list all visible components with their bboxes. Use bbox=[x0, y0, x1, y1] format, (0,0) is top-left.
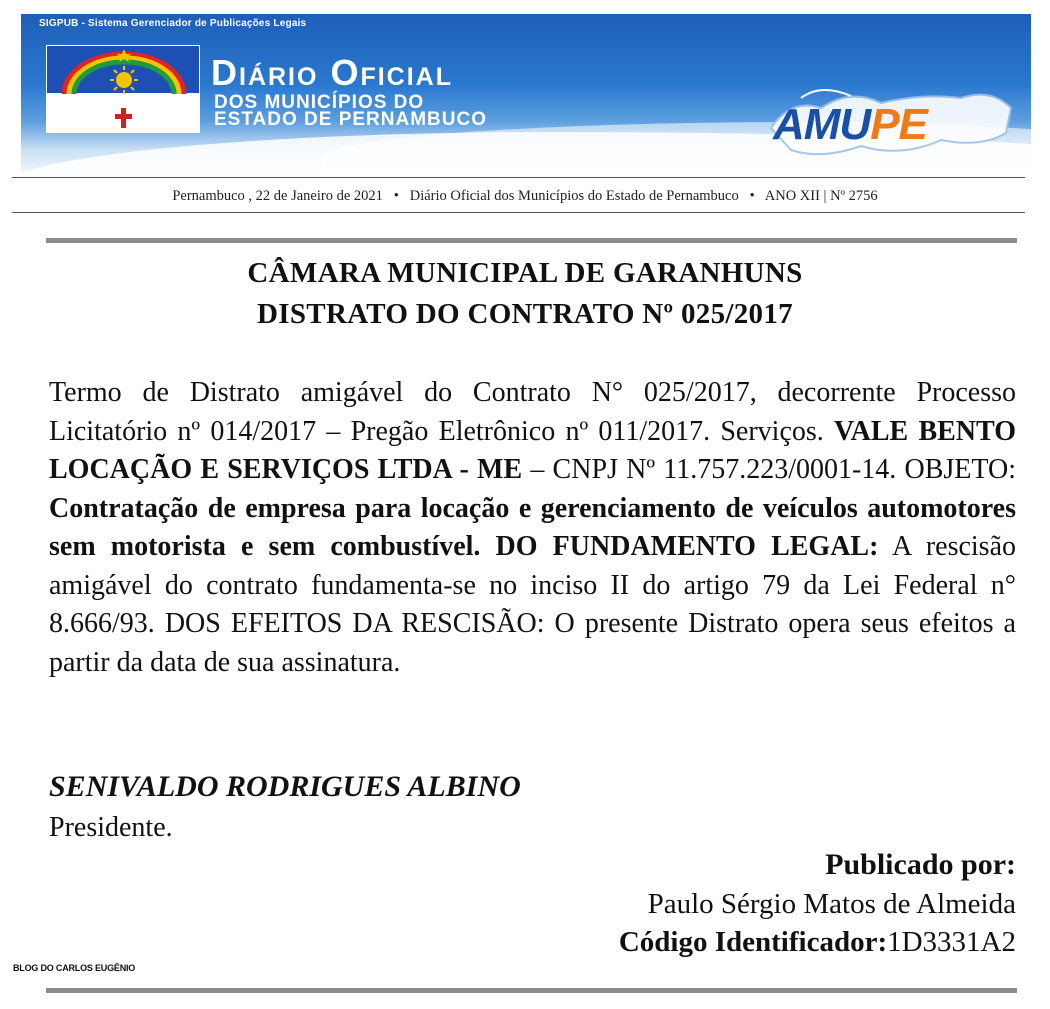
body-company-name: VALE BENTO LOCAÇÃO E SERVIÇOS LTDA - ME bbox=[49, 415, 1016, 485]
published-by-label: Publicado por: bbox=[825, 848, 1016, 881]
newspaper-subtitle bbox=[214, 94, 487, 128]
signatory-role: Presidente. bbox=[49, 812, 173, 843]
pernambuco-flag-icon bbox=[46, 45, 200, 133]
body-object-description: Contratação de empresa para locação e gerenciamento de veículos automotores sem motorista e sem combustível. DO FUNDAMENTO LEGAL: bbox=[49, 492, 1016, 562]
body-text-legal: A rescisão amigável do contrato fundamenta-se no inciso II do artigo 79 da Lei Federal n° 8.666/93. DOS EFEITOS DA RESCISÃO: O presente Distrato opera seus efeitos a partir da data de sua assinatura. bbox=[49, 531, 1017, 678]
flag-emblem bbox=[47, 46, 201, 134]
header-divider-top bbox=[12, 177, 1025, 178]
publisher-name: Paulo Sérgio Matos de Almeida bbox=[647, 888, 1016, 920]
amupe-logo bbox=[773, 100, 927, 150]
section-separator-top bbox=[46, 238, 1017, 243]
newspaper-title: Diário Oficial bbox=[211, 52, 453, 93]
body-text-cnpj: – CNPJ Nº 11.757.223/0001-14. OBJETO: bbox=[522, 454, 1016, 485]
body-text-intro: Termo de Distrato amigável do Contrato N° 025/2017, decorrente Processo Licitatório nº 014/2017 – Pregão Eletrônico nº 011/2017. Serviços. bbox=[49, 377, 1016, 447]
subtitle-line-2: ESTADO DE PERNAMBUCO bbox=[214, 109, 487, 130]
signatory-name: SENIVALDO RODRIGUES ALBINO bbox=[49, 770, 521, 803]
document-heading-institution: CÂMARA MUNICIPAL DE GARANHUNS bbox=[247, 257, 803, 289]
subtitle-line-1: DOS MUNICÍPIOS DO bbox=[214, 92, 425, 113]
blog-watermark: BLOG DO CARLOS EUGÊNIO bbox=[13, 963, 136, 973]
system-name: SIGPUB - Sistema Gerenciador de Publicações Legais bbox=[39, 18, 307, 29]
identifier-code-label: Código Identificador: bbox=[618, 926, 888, 958]
header-divider-bottom bbox=[12, 212, 1025, 213]
identifier-code-value: 1D3331A2 bbox=[887, 926, 1016, 958]
identifier-code bbox=[619, 926, 1016, 959]
edition-info-line: Pernambuco , 22 de Janeiro de 2021 • Diário Oficial dos Municípios do Estado de Pernambuco • ANO XII | Nº 2756 bbox=[172, 188, 878, 204]
document-body-paragraph bbox=[49, 374, 1016, 682]
document-heading-title: DISTRATO DO CONTRATO Nº 025/2017 bbox=[257, 298, 793, 330]
section-separator-bottom bbox=[46, 988, 1017, 993]
masthead-banner bbox=[21, 14, 1031, 172]
amupe-logo-pe: PE bbox=[870, 100, 927, 149]
amupe-logo-amu: AMU bbox=[773, 100, 871, 149]
